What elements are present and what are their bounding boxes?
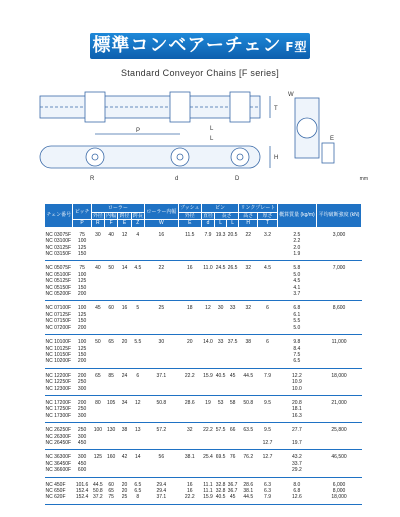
sym-e2: E (178, 220, 201, 227)
cell-e: 16 (118, 301, 131, 335)
col-pin-l: 長さ (215, 213, 239, 220)
cell-weight: 5.8 5.0 4.5 4.1 3.7 (277, 261, 316, 301)
dim-label-t: T (274, 106, 278, 112)
cell-d: 11.0 (201, 261, 214, 301)
cell-chains: NC 36300F NC 36450F NC 36600F (45, 450, 73, 477)
cell-w: 25 (144, 301, 178, 335)
cell-h: 38 (239, 335, 258, 369)
sym-l2: L (227, 220, 239, 227)
cell-pitch: 101.6 152.4 152.4 (73, 477, 91, 504)
col-bush: ブッシュ (179, 204, 200, 211)
cell-l2: 37.5 (227, 335, 239, 369)
cell-d: 15.9 (201, 368, 214, 395)
cell-t: 12.7 (258, 450, 277, 477)
page-title (90, 33, 310, 59)
cell-z: 6 (131, 368, 144, 395)
cell-l1: 24.5 (215, 261, 227, 301)
cell-r: 44.5 50.8 37.2 (91, 477, 104, 504)
cell-f: 85 (105, 368, 118, 395)
cell-chains: NC 450F NC 650F NC 620F (45, 477, 73, 504)
cell-e: 12 (118, 227, 131, 261)
cell-weight: 6.8 6.1 5.5 5.0 (277, 301, 316, 335)
col-link: リンクプレート (240, 204, 276, 211)
cell-h: 50.8 (239, 395, 258, 422)
cell-z: 4.5 (131, 261, 144, 301)
cell-weight: 8.0 6.8 12.6 (277, 477, 316, 504)
dim-label-p: P (136, 128, 141, 134)
cell-bush: 38.1 (178, 450, 201, 477)
cell-z: 14 (131, 450, 144, 477)
cell-l1: 57.5 (215, 423, 227, 450)
cell-r: 50 (91, 335, 104, 369)
cell-t: 6.3 6.3 7.9 (258, 477, 277, 504)
cell-h: 44.5 (239, 368, 258, 395)
cell-z: 6.5 6.5 8 (131, 477, 144, 504)
table-row (45, 423, 362, 450)
cell-chains: NC 05075F NC 05100F NC 05125F NC 05150F NC 05200F (45, 261, 73, 301)
cell-l2: 58 (227, 395, 239, 422)
title-suffix: F型 (285, 40, 308, 54)
cell-h: 63.5 (239, 423, 258, 450)
cell-r: 45 (91, 301, 104, 335)
cell-w: 16 (144, 227, 178, 261)
col-strength: 平均破断強度 (kN) (317, 204, 362, 228)
cell-l1: 69.5 (215, 450, 227, 477)
cell-bush: 20 (178, 335, 201, 369)
cell-e: 20 (118, 335, 131, 369)
sym-t: T (258, 220, 277, 227)
cell-t: 6 (258, 301, 277, 335)
col-bush-od: 外径 (178, 213, 201, 220)
cell-strength: 7,000 (317, 261, 362, 301)
cell-f: 65 (105, 335, 118, 369)
cell-strength: 21,000 (317, 395, 362, 422)
cell-l1: 30 (215, 301, 227, 335)
cell-l2: 20.5 (227, 227, 239, 261)
cell-pitch: 100 125 150 200 (73, 301, 91, 335)
cell-t: 7.9 (258, 368, 277, 395)
table-row (45, 301, 362, 335)
cell-bush: 16 (178, 261, 201, 301)
unit-label: mm (359, 176, 368, 182)
cell-r: 100 (91, 423, 104, 450)
cell-f: 40 (105, 227, 118, 261)
roller-side-2 (171, 148, 189, 166)
sym-e: E (118, 220, 131, 227)
cell-weight: 2.5 2.2 2.0 1.9 (277, 227, 316, 261)
cell-l2: 26.5 (227, 261, 239, 301)
table-row (45, 450, 362, 477)
cell-pitch: 200 250 300 (73, 395, 91, 422)
dim-label-l1: L (210, 126, 214, 132)
col-roller: ローラー (91, 204, 144, 213)
table-row (45, 368, 362, 395)
dim-label-l2: L (210, 136, 214, 142)
col-roller-width: ローラー内幅 (144, 204, 178, 220)
cell-strength: 8,600 (317, 301, 362, 335)
cell-l2: 36.7 36.7 45 (227, 477, 239, 504)
table-row (45, 227, 362, 261)
cell-pitch: 75 100 125 150 (73, 227, 91, 261)
cell-h: 32 (239, 301, 258, 335)
cell-l2: 45 (227, 368, 239, 395)
cell-t: 4.5 (258, 261, 277, 301)
cell-chains: NC 07100F NC 07125F NC 07150F NC 07200F (45, 301, 73, 335)
cell-pitch: 75 100 125 150 200 (73, 261, 91, 301)
roller-side-3 (231, 148, 249, 166)
cell-d: 19 (201, 395, 214, 422)
cell-d: 12 (201, 301, 214, 335)
roller-side-1 (86, 148, 104, 166)
cell-weight: 43.2 33.7 29.2 (277, 450, 316, 477)
cell-chains: NC 17200F NC 17250F NC 17300F (45, 395, 73, 422)
dim-label-d2: D (235, 176, 240, 182)
cell-l1: 33 (215, 335, 227, 369)
sym-l1: L (215, 220, 227, 227)
col-pin: ピン (201, 204, 238, 213)
cell-r: 30 (91, 227, 104, 261)
sym-w: W (144, 220, 178, 227)
sym-h: H (239, 220, 258, 227)
cell-weight: 27.7 19.7 (277, 423, 316, 450)
cell-weight: 20.8 18.1 16.3 (277, 395, 316, 422)
sym-p: P (73, 220, 91, 227)
cell-t: 9.5 (258, 395, 277, 422)
dim-label-w: W (288, 92, 294, 98)
cell-strength: 11,000 (317, 335, 362, 369)
cell-r: 125 (91, 450, 104, 477)
cell-e: 34 (118, 395, 131, 422)
title-text: 標準コンベアーチェン (92, 35, 282, 56)
dim-label-r: R (90, 176, 95, 182)
header-banner (0, 0, 400, 64)
cell-weight: 9.8 8.4 7.5 6.5 (277, 335, 316, 369)
table-row (45, 261, 362, 301)
cell-bush: 18 (178, 301, 201, 335)
cell-pitch: 200 250 300 (73, 368, 91, 395)
side-plate (40, 146, 260, 168)
cell-w: 29.4 29.4 37.1 (144, 477, 178, 504)
cell-w: 22 (144, 261, 178, 301)
cell-bush: 22.2 (178, 368, 201, 395)
table-row (45, 477, 362, 504)
dim-label-h: H (274, 155, 279, 161)
cell-bush: 32 (178, 423, 201, 450)
cell-bush: 28.6 (178, 395, 201, 422)
cell-t: 3.2 (258, 227, 277, 261)
cell-e: 20 20 25 (118, 477, 131, 504)
roller-top-2 (170, 92, 190, 122)
cell-z: 12 (131, 395, 144, 422)
col-roller-od: 外径 (92, 213, 103, 219)
cell-pitch: 100 125 150 200 (73, 335, 91, 369)
cell-strength: 3,000 (317, 227, 362, 261)
cell-chains: NC 12200F NC 12250F NC 12300F (45, 368, 73, 395)
cell-h: 32 (239, 261, 258, 301)
cell-pitch: 300 450 600 (73, 450, 91, 477)
col-link-t: 厚さ (258, 213, 277, 220)
cell-h: 76.2 (239, 450, 258, 477)
cell-d: 22.2 (201, 423, 214, 450)
col-pin-d: 直径 (202, 213, 213, 219)
cell-d: 14.0 (201, 335, 214, 369)
cell-l2: 33 (227, 301, 239, 335)
cell-z: 13 (131, 423, 144, 450)
col-roller-iw: 内幅 (106, 213, 117, 219)
cell-h: 28.6 38.1 44.5 (239, 477, 258, 504)
cell-f: 105 (105, 395, 118, 422)
table-row (45, 335, 362, 369)
cell-l1: 32.8 32.8 40.5 (215, 477, 227, 504)
cell-e: 14 (118, 261, 131, 301)
cell-r: 80 (91, 395, 104, 422)
cell-f: 130 (105, 423, 118, 450)
cell-chains: NC 10100F NC 10125F NC 10150F NC 10200F (45, 335, 73, 369)
cell-d: 11.1 11.1 15.9 (201, 477, 214, 504)
cell-l2: 66 (227, 423, 239, 450)
sym-d: d (201, 220, 214, 227)
cell-bush: 11.5 (178, 227, 201, 261)
col-roller-fd: 鍔径 (119, 213, 130, 219)
col-roller-fl: 鍔長 (132, 213, 143, 219)
cell-bush: 16 16 22.2 (178, 477, 201, 504)
cell-l1: 53 (215, 395, 227, 422)
sym-z: Z (131, 220, 144, 227)
cell-f: 60 (105, 301, 118, 335)
cell-t: 6 (258, 335, 277, 369)
col-weight: 概算質量 (kg/m) (277, 204, 316, 228)
roller-top-1 (85, 92, 105, 122)
cell-r: 65 (91, 368, 104, 395)
cell-e: 42 (118, 450, 131, 477)
sym-f: F (105, 220, 118, 227)
cell-strength: 18,000 (317, 368, 362, 395)
cell-l1: 19.3 (215, 227, 227, 261)
chain-drawing (30, 88, 370, 184)
cell-h: 22 (239, 227, 258, 261)
cell-f: 60 65 75 (105, 477, 118, 504)
cell-weight: 12.2 10.9 10.0 (277, 368, 316, 395)
cell-strength: 46,500 (317, 450, 362, 477)
cell-w: 30 (144, 335, 178, 369)
page-subtitle: Standard Conveyor Chains [F series] (120, 68, 280, 78)
cell-f: 50 (105, 261, 118, 301)
cell-z: 5.5 (131, 335, 144, 369)
col-link-h: 高さ (239, 213, 258, 220)
dim-label-d: d (175, 176, 179, 182)
cell-z: 4 (131, 227, 144, 261)
cell-d: 7.9 (201, 227, 214, 261)
cell-w: 50.8 (144, 395, 178, 422)
cell-w: 57.2 (144, 423, 178, 450)
cell-r: 40 (91, 261, 104, 301)
cell-pitch: 250 300 450 (73, 423, 91, 450)
cell-f: 160 (105, 450, 118, 477)
cell-chains: NC 26250F NC 26300F NC 26450F (45, 423, 73, 450)
sym-r: R (91, 220, 104, 227)
cell-w: 56 (144, 450, 178, 477)
col-pitch: ピッチ (73, 204, 91, 220)
cell-l2: 76 (227, 450, 239, 477)
dim-label-e: E (330, 136, 335, 142)
col-chain-no: チェン番号 (45, 204, 73, 228)
table-row (45, 395, 362, 422)
cell-strength: 6,000 8,000 18,000 (317, 477, 362, 504)
cell-e: 38 (118, 423, 131, 450)
spec-table (44, 203, 362, 505)
cell-z: 5 (131, 301, 144, 335)
cell-w: 37.1 (144, 368, 178, 395)
cell-e: 24 (118, 368, 131, 395)
cell-l1: 40.5 (215, 368, 227, 395)
cell-t: 9.5 12.7 (258, 423, 277, 450)
roller-top-3 (230, 92, 250, 122)
cell-strength: 25,800 (317, 423, 362, 450)
cell-d: 25.4 (201, 450, 214, 477)
cell-chains: NC 03075F NC 03100F NC 03125F NC 03150F (45, 227, 73, 261)
